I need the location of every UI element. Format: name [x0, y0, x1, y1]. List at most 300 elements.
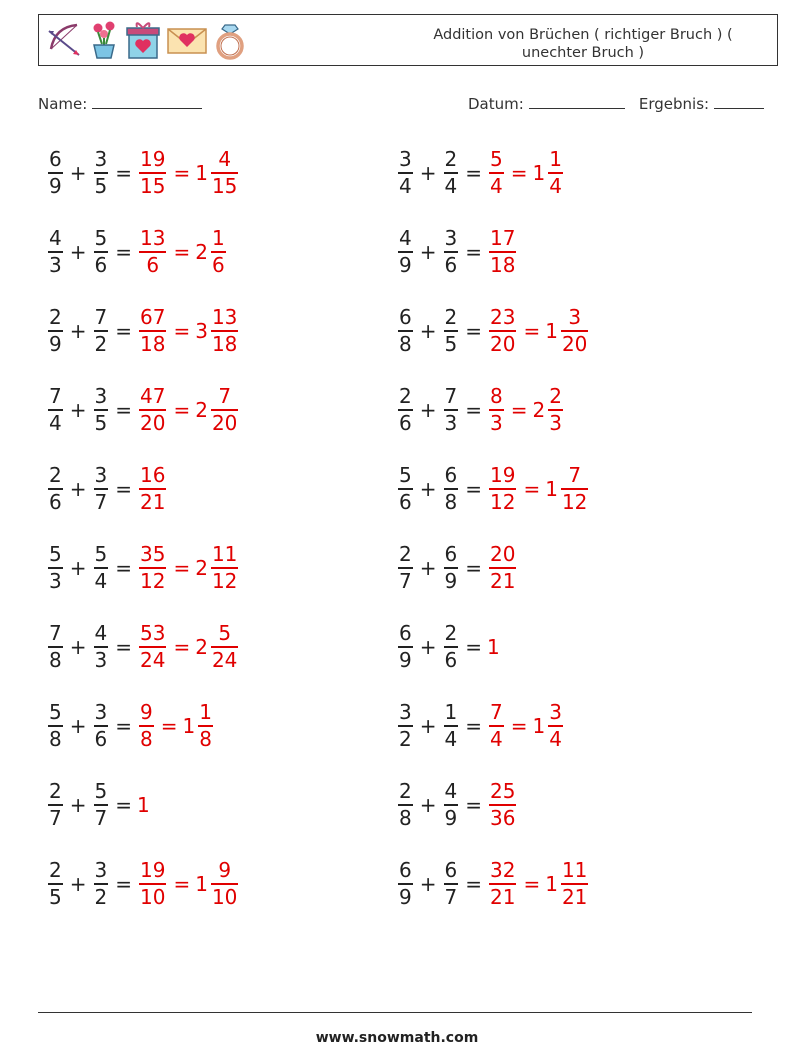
addend-2-fraction-denominator: 4 — [94, 568, 108, 593]
answer-fraction-numerator: 20 — [490, 542, 516, 567]
problem-item — [396, 535, 518, 601]
mixed-whole-part: 2 — [195, 398, 208, 422]
addend-1-fraction-numerator: 2 — [399, 779, 412, 804]
equals-sign: = — [465, 872, 482, 896]
plus-sign: + — [69, 398, 87, 422]
mixed-fraction-part-denominator: 4 — [549, 726, 562, 751]
mixed-whole-part: 1 — [532, 161, 546, 185]
addend-1-fraction-denominator: 5 — [49, 884, 62, 909]
addend-1-fraction — [48, 542, 63, 594]
addend-1-fraction-denominator: 4 — [399, 173, 412, 198]
mixed-fraction-part — [211, 621, 238, 673]
addend-2-fraction — [444, 226, 459, 278]
worksheet-title: Addition von Brüchen ( richtiger Bruch ) ( unechter Bruch ) — [433, 27, 733, 61]
answer-equals-sign: = — [173, 872, 191, 896]
plus-sign: + — [419, 635, 437, 659]
addend-1-fraction-numerator: 6 — [399, 305, 412, 330]
problem-item — [396, 693, 565, 759]
answer-fraction — [139, 305, 166, 357]
addend-2-fraction — [94, 621, 109, 673]
addend-2-fraction-numerator: 5 — [94, 542, 108, 567]
plus-sign: + — [69, 477, 87, 501]
equals-sign: = — [465, 556, 482, 580]
addend-1-fraction-denominator: 8 — [49, 647, 62, 672]
bow-and-arrow-icon — [45, 19, 83, 61]
addend-1-fraction — [398, 384, 413, 436]
mixed-fraction-part-numerator: 3 — [568, 305, 582, 330]
footer-rule — [38, 1012, 752, 1013]
addend-1-fraction — [48, 621, 63, 673]
addend-2-fraction-denominator: 6 — [444, 647, 458, 672]
plus-sign: + — [69, 635, 87, 659]
mixed-fraction-part — [561, 305, 588, 357]
answer-fraction-denominator: 18 — [490, 252, 516, 277]
answer-fraction-denominator: 24 — [140, 647, 166, 672]
equals-sign: = — [115, 319, 132, 343]
addend-1-fraction — [398, 621, 413, 673]
equals-sign: = — [115, 793, 132, 817]
addend-2-fraction-numerator: 1 — [444, 700, 458, 725]
addend-2-fraction-numerator: 3 — [94, 147, 108, 172]
answer-fraction-denominator: 20 — [140, 410, 166, 435]
answer-fraction — [139, 463, 166, 515]
addend-2-fraction-numerator: 3 — [444, 226, 458, 251]
addend-2-fraction — [94, 542, 109, 594]
addend-1-fraction — [398, 858, 413, 910]
answer-fraction — [139, 147, 166, 199]
addend-1-fraction-denominator: 9 — [399, 647, 412, 672]
problem-item — [46, 851, 240, 917]
answer-fraction-denominator: 21 — [490, 884, 516, 909]
answer-fraction-denominator: 8 — [140, 726, 153, 751]
mixed-fraction-part-denominator: 15 — [211, 173, 238, 198]
addend-2-fraction-denominator: 4 — [444, 726, 458, 751]
mixed-fraction-part — [211, 305, 238, 357]
plus-sign: + — [419, 477, 437, 501]
addend-1-fraction-denominator: 2 — [399, 726, 412, 751]
plus-sign: + — [419, 793, 437, 817]
plus-sign: + — [69, 319, 87, 343]
answer-fraction — [489, 858, 516, 910]
problem-item — [46, 456, 168, 522]
addend-1-fraction-numerator: 6 — [49, 147, 62, 172]
addend-2-fraction — [94, 226, 109, 278]
love-letter-icon — [165, 19, 209, 61]
addend-1-fraction — [48, 858, 63, 910]
mixed-fraction-part-denominator: 4 — [549, 173, 562, 198]
addend-1-fraction-numerator: 3 — [399, 700, 412, 725]
addend-2-fraction — [444, 384, 459, 436]
plus-sign: + — [419, 319, 437, 343]
addend-1-fraction-numerator: 6 — [399, 858, 412, 883]
addend-2-fraction-denominator: 4 — [444, 173, 458, 198]
mixed-whole-part: 1 — [545, 477, 558, 501]
addend-1-fraction — [398, 542, 413, 594]
mixed-fraction-part-denominator: 21 — [561, 884, 588, 909]
problem-item — [46, 298, 240, 364]
addend-2-fraction-numerator: 4 — [94, 621, 108, 646]
addend-2-fraction — [94, 700, 109, 752]
mixed-whole-part: 1 — [532, 714, 546, 738]
addend-1-fraction — [398, 147, 413, 199]
plus-sign: + — [69, 793, 87, 817]
problem-item — [396, 298, 590, 364]
answer-fraction — [489, 147, 504, 199]
mixed-fraction-part — [548, 147, 563, 199]
addend-1-fraction-denominator: 7 — [399, 568, 412, 593]
mixed-fraction-part-denominator: 10 — [211, 884, 238, 909]
equals-sign: = — [465, 398, 482, 422]
addend-1-fraction — [48, 226, 63, 278]
addend-2-fraction — [94, 305, 109, 357]
equals-sign: = — [115, 872, 132, 896]
answer-fraction-numerator: 47 — [140, 384, 166, 409]
addend-2-fraction-denominator: 5 — [94, 410, 108, 435]
plus-sign: + — [419, 714, 437, 738]
mixed-fraction-part — [561, 858, 588, 910]
date-result-fields — [468, 94, 764, 113]
answer-fraction-numerator: 13 — [140, 226, 166, 251]
problem-item — [396, 614, 500, 680]
addend-2-fraction-numerator: 5 — [94, 779, 108, 804]
problem-item — [46, 219, 228, 285]
addend-1-fraction — [48, 779, 63, 831]
answer-equals-sign: = — [160, 714, 178, 738]
mixed-fraction-part-numerator: 11 — [211, 542, 238, 567]
problem-item — [46, 693, 215, 759]
plus-sign: + — [69, 161, 87, 185]
addend-2-fraction-numerator: 3 — [94, 384, 108, 409]
addend-1-fraction-denominator: 8 — [399, 331, 412, 356]
answer-fraction — [489, 463, 516, 515]
addend-1-fraction-numerator: 2 — [399, 384, 412, 409]
name-field — [38, 94, 202, 113]
answer-fraction-numerator: 19 — [490, 463, 516, 488]
addend-1-fraction-denominator: 8 — [49, 726, 62, 751]
answer-fraction — [139, 700, 154, 752]
addend-1-fraction-numerator: 4 — [399, 226, 412, 251]
mixed-whole-part: 1 — [182, 714, 196, 738]
answer-fraction-denominator: 21 — [490, 568, 516, 593]
addend-2-fraction — [444, 700, 459, 752]
addend-2-fraction-denominator: 6 — [94, 252, 108, 277]
answer-fraction — [139, 858, 166, 910]
answer-fraction-numerator: 25 — [490, 779, 516, 804]
addend-1-fraction-denominator: 9 — [399, 884, 412, 909]
addend-2-fraction-denominator: 7 — [444, 884, 458, 909]
addend-2-fraction — [444, 779, 459, 831]
answer-equals-sign: = — [173, 556, 191, 580]
addend-1-fraction — [48, 700, 63, 752]
mixed-fraction-part-denominator: 24 — [211, 647, 238, 672]
answer-equals-sign: = — [510, 161, 528, 185]
addend-1-fraction-numerator: 5 — [49, 700, 62, 725]
addend-2-fraction-denominator: 5 — [444, 331, 458, 356]
addend-2-fraction — [444, 305, 459, 357]
answer-fraction-denominator: 4 — [490, 173, 503, 198]
addend-1-fraction-numerator: 7 — [49, 384, 62, 409]
problem-item — [46, 535, 240, 601]
answer-fraction-numerator: 9 — [140, 700, 153, 725]
equals-sign: = — [115, 240, 132, 264]
addend-2-fraction-numerator: 3 — [94, 700, 108, 725]
answer-fraction-denominator: 36 — [490, 805, 516, 830]
mixed-fraction-part-denominator: 20 — [211, 410, 238, 435]
addend-2-fraction-denominator: 2 — [94, 331, 108, 356]
mixed-fraction-part-numerator: 1 — [211, 226, 225, 251]
addend-1-fraction — [398, 226, 413, 278]
addend-2-fraction — [444, 542, 459, 594]
mixed-fraction-part-numerator: 7 — [218, 384, 232, 409]
addend-2-fraction-numerator: 6 — [444, 463, 458, 488]
worksheet-header — [38, 14, 778, 66]
answer-fraction — [489, 700, 504, 752]
answer-fraction — [489, 779, 516, 831]
equals-sign: = — [465, 635, 482, 659]
addend-1-fraction-numerator: 2 — [399, 542, 412, 567]
addend-1-fraction-denominator: 6 — [399, 410, 412, 435]
addend-1-fraction — [48, 147, 63, 199]
addend-2-fraction — [444, 463, 459, 515]
addend-2-fraction-denominator: 5 — [94, 173, 108, 198]
answer-fraction — [139, 542, 166, 594]
addend-1-fraction-denominator: 3 — [49, 568, 62, 593]
ring-icon — [213, 19, 247, 61]
addend-2-fraction — [94, 384, 109, 436]
mixed-whole-part: 1 — [195, 161, 208, 185]
addend-2-fraction-denominator: 6 — [94, 726, 108, 751]
date-blank — [529, 94, 625, 109]
answer-fraction-numerator: 32 — [490, 858, 516, 883]
header-icons — [45, 19, 247, 61]
result-blank — [714, 94, 764, 109]
mixed-fraction-part — [561, 463, 588, 515]
addend-1-fraction-numerator: 2 — [49, 463, 62, 488]
answer-equals-sign: = — [523, 872, 541, 896]
addend-1-fraction-numerator: 6 — [399, 621, 412, 646]
mixed-fraction-part-numerator: 1 — [549, 147, 562, 172]
mixed-whole-part: 2 — [195, 635, 208, 659]
problem-item — [46, 772, 150, 838]
answer-equals-sign: = — [173, 635, 191, 659]
mixed-fraction-part-numerator: 11 — [561, 858, 588, 883]
answer-fraction — [139, 621, 166, 673]
addend-2-fraction-denominator: 6 — [444, 252, 458, 277]
addend-1-fraction-denominator: 6 — [49, 489, 62, 514]
answer-fraction-denominator: 18 — [140, 331, 166, 356]
mixed-fraction-part — [211, 384, 238, 436]
footer-url: www.snowmath.com — [315, 1030, 479, 1046]
addend-2-fraction-denominator: 7 — [94, 805, 108, 830]
addend-1-fraction-denominator: 7 — [49, 805, 62, 830]
plus-sign: + — [69, 872, 87, 896]
answer-fraction — [489, 226, 516, 278]
addend-2-fraction-numerator: 2 — [444, 621, 458, 646]
mixed-fraction-part-denominator: 20 — [561, 331, 588, 356]
answer-fraction-numerator: 17 — [490, 226, 516, 251]
answer-fraction-denominator: 12 — [490, 489, 516, 514]
addend-2-fraction — [444, 621, 459, 673]
problem-item — [396, 456, 590, 522]
mixed-whole-part: 1 — [545, 319, 558, 343]
answer-fraction-denominator: 10 — [140, 884, 166, 909]
addend-1-fraction-denominator: 4 — [49, 410, 62, 435]
addend-1-fraction — [398, 463, 413, 515]
plus-sign: + — [419, 161, 437, 185]
addend-1-fraction — [48, 305, 63, 357]
answer-fraction-denominator: 4 — [490, 726, 503, 751]
mixed-fraction-part — [198, 700, 213, 752]
plus-sign: + — [419, 398, 437, 422]
result-label: Ergebnis: — [638, 95, 710, 113]
answer-fraction-numerator: 5 — [490, 147, 503, 172]
mixed-fraction-part-numerator: 7 — [568, 463, 582, 488]
answer-fraction — [139, 226, 166, 278]
answer-fraction-denominator: 12 — [140, 568, 166, 593]
addend-2-fraction — [94, 463, 109, 515]
addend-2-fraction — [94, 147, 109, 199]
equals-sign: = — [115, 635, 132, 659]
mixed-whole-part: 2 — [195, 556, 208, 580]
addend-2-fraction — [444, 147, 459, 199]
addend-2-fraction-numerator: 5 — [94, 226, 108, 251]
addend-1-fraction — [398, 700, 413, 752]
addend-1-fraction — [48, 384, 63, 436]
plus-sign: + — [419, 240, 437, 264]
addend-1-fraction — [398, 305, 413, 357]
addend-2-fraction-denominator: 2 — [94, 884, 108, 909]
answer-fraction — [139, 384, 166, 436]
mixed-fraction-part — [211, 858, 238, 910]
equals-sign: = — [465, 477, 482, 501]
addend-2-fraction-denominator: 8 — [444, 489, 458, 514]
addend-1-fraction-denominator: 6 — [399, 489, 412, 514]
addend-2-fraction-denominator: 3 — [444, 410, 458, 435]
addend-1-fraction-numerator: 5 — [399, 463, 412, 488]
mixed-fraction-part-numerator: 9 — [218, 858, 232, 883]
mixed-fraction-part-denominator: 18 — [211, 331, 238, 356]
problem-item — [396, 140, 565, 206]
equals-sign: = — [465, 161, 482, 185]
equals-sign: = — [465, 240, 482, 264]
answer-fraction-numerator: 35 — [140, 542, 166, 567]
problem-item — [46, 377, 240, 443]
mixed-fraction-part-denominator: 12 — [561, 489, 588, 514]
flower-pot-icon — [87, 19, 121, 61]
addend-2-fraction-numerator: 3 — [94, 858, 108, 883]
answer-whole: 1 — [487, 635, 500, 659]
answer-equals-sign: = — [173, 319, 191, 343]
answer-fraction-denominator: 20 — [490, 331, 516, 356]
addend-2-fraction — [94, 779, 109, 831]
addend-2-fraction-numerator: 7 — [94, 305, 108, 330]
addend-1-fraction-numerator: 2 — [49, 858, 62, 883]
problem-item — [396, 377, 565, 443]
answer-fraction-numerator: 16 — [140, 463, 166, 488]
mixed-whole-part: 1 — [195, 872, 208, 896]
problem-item — [396, 851, 590, 917]
date-label: Datum: — [468, 95, 524, 113]
answer-fraction-numerator: 19 — [140, 858, 166, 883]
answer-fraction-numerator: 67 — [140, 305, 166, 330]
name-label: Name: — [38, 95, 88, 113]
mixed-fraction-part-numerator: 3 — [549, 700, 562, 725]
answer-equals-sign: = — [173, 398, 191, 422]
addend-2-fraction-denominator: 9 — [444, 568, 458, 593]
answer-fraction-denominator: 3 — [490, 410, 503, 435]
problem-item — [396, 219, 518, 285]
addend-1-fraction-numerator: 2 — [49, 305, 62, 330]
addend-1-fraction-denominator: 9 — [49, 173, 62, 198]
name-blank — [92, 94, 202, 109]
answer-equals-sign: = — [523, 319, 541, 343]
addend-2-fraction-numerator: 2 — [444, 305, 458, 330]
answer-fraction-numerator: 8 — [490, 384, 503, 409]
mixed-fraction-part-denominator: 3 — [549, 410, 562, 435]
mixed-fraction-part-numerator: 4 — [218, 147, 232, 172]
mixed-fraction-part — [211, 542, 238, 594]
plus-sign: + — [69, 240, 87, 264]
mixed-whole-part: 3 — [195, 319, 208, 343]
addend-2-fraction-denominator: 3 — [94, 647, 108, 672]
answer-whole: 1 — [137, 793, 150, 817]
answer-fraction-numerator: 19 — [140, 147, 166, 172]
addend-1-fraction-numerator: 4 — [49, 226, 62, 251]
addend-2-fraction-numerator: 7 — [444, 384, 458, 409]
answer-fraction-numerator: 23 — [490, 305, 516, 330]
mixed-whole-part: 2 — [195, 240, 208, 264]
equals-sign: = — [115, 714, 132, 738]
plus-sign: + — [419, 556, 437, 580]
plus-sign: + — [69, 556, 87, 580]
mixed-fraction-part-numerator: 13 — [211, 305, 238, 330]
answer-fraction-numerator: 7 — [490, 700, 503, 725]
mixed-fraction-part-denominator: 12 — [211, 568, 238, 593]
answer-fraction-numerator: 53 — [140, 621, 166, 646]
answer-fraction-denominator: 6 — [146, 252, 160, 277]
addend-1-fraction-numerator: 7 — [49, 621, 62, 646]
answer-fraction — [489, 542, 516, 594]
addend-2-fraction-numerator: 3 — [94, 463, 108, 488]
addend-1-fraction-numerator: 2 — [49, 779, 62, 804]
mixed-fraction-part-numerator: 2 — [549, 384, 562, 409]
problem-item — [46, 614, 240, 680]
addend-2-fraction-denominator: 9 — [444, 805, 458, 830]
addend-1-fraction-denominator: 9 — [49, 331, 62, 356]
answer-equals-sign: = — [173, 240, 191, 264]
addend-1-fraction-denominator: 9 — [399, 252, 412, 277]
equals-sign: = — [115, 161, 132, 185]
addend-2-fraction-denominator: 7 — [94, 489, 108, 514]
mixed-fraction-part — [548, 384, 563, 436]
equals-sign: = — [115, 556, 132, 580]
addend-2-fraction — [444, 858, 459, 910]
addend-2-fraction-numerator: 2 — [444, 147, 458, 172]
addend-1-fraction-numerator: 3 — [399, 147, 412, 172]
answer-fraction — [489, 384, 504, 436]
addend-1-fraction — [48, 463, 63, 515]
mixed-fraction-part-denominator: 6 — [211, 252, 225, 277]
mixed-fraction-part-denominator: 8 — [199, 726, 212, 751]
addend-1-fraction-denominator: 3 — [49, 252, 62, 277]
mixed-fraction-part-numerator: 1 — [199, 700, 212, 725]
equals-sign: = — [115, 398, 132, 422]
problem-item — [396, 772, 518, 838]
equals-sign: = — [115, 477, 132, 501]
answer-fraction-denominator: 15 — [140, 173, 166, 198]
plus-sign: + — [419, 872, 437, 896]
addend-2-fraction-numerator: 6 — [444, 858, 458, 883]
